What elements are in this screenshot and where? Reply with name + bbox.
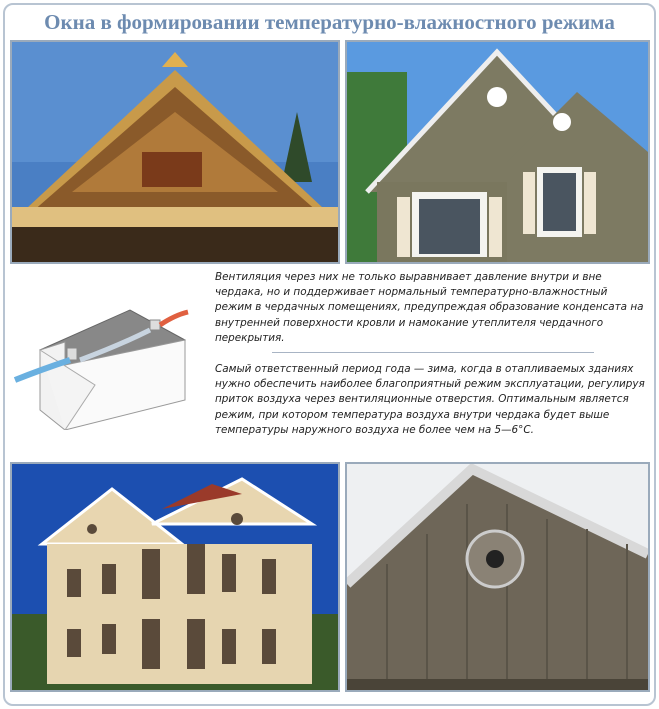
photo-villa [10,462,340,692]
paragraph-winter: Самый ответственный период года — зима, когда в отапливаемых зданиях нужно обеспечить наиболее благоприятный режим эксплуатации, регулируя приток воздуха через вентиляционные отверстия. Оптимальным является режим, при котором температура воздуха внутри чердака будет выше температуры наружного воздуха не более чем на 5—6°С. [215,363,645,436]
page-title: Окна в формировании температурно-влажностного режима [44,10,615,34]
attic-ventilation-diagram [10,290,200,430]
paragraph-ventilation: Вентиляция через них не только выравнивает давление внутри и вне чердака, но и поддерживает нормальный температурно-влажностный режим в чердачных помещениях, предупреждая образование конденсата на внутренней поверхности кровли и намокание утеплителя чердачного перекрытия. [215,271,644,344]
divider [272,352,594,353]
photo-siding-house [345,40,650,264]
photo-wooden-gable [345,462,650,692]
photo-carved-gable [10,40,340,264]
